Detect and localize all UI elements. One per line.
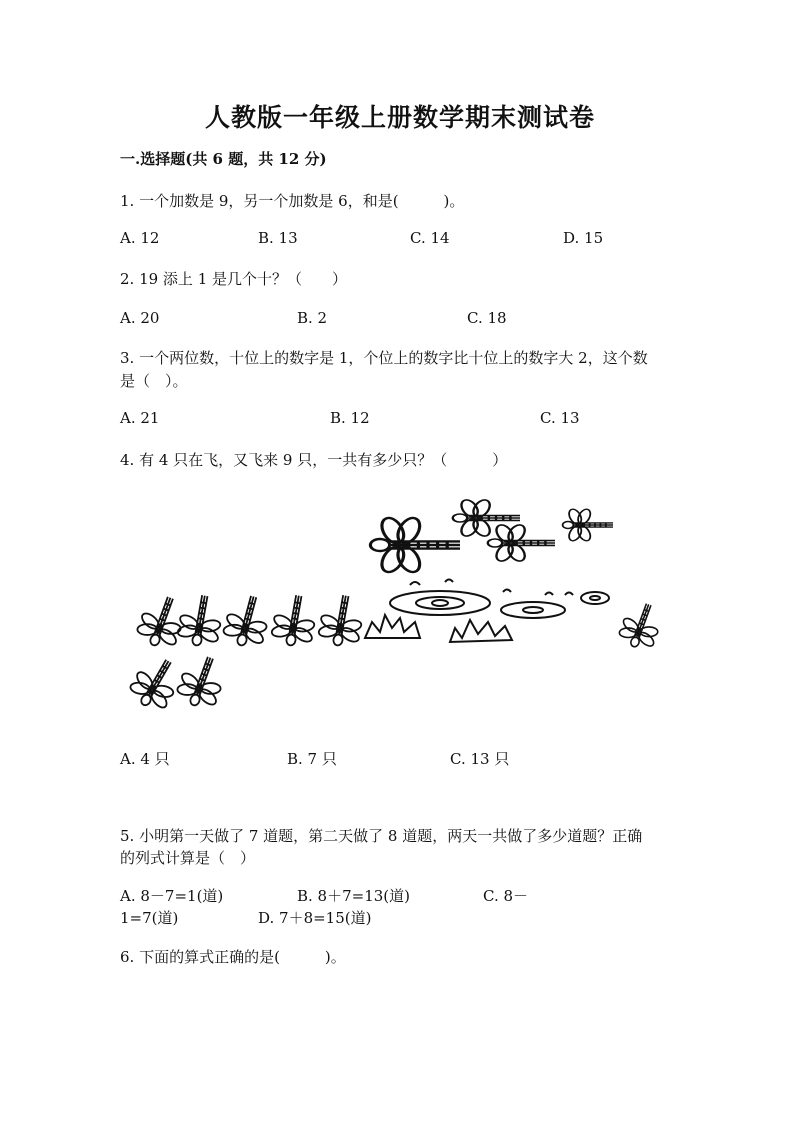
question-4: 4. 有 4 只在飞，又飞来 9 只，一共有多少只？（ ）: [120, 451, 508, 469]
pond-3: [565, 592, 609, 604]
grass-1: [365, 615, 420, 638]
flying-dragonfly-1: [370, 516, 460, 575]
q5-option-d: D. 7＋8=15(道): [258, 909, 372, 927]
question-3-line-2: 是（ ）。: [120, 372, 188, 390]
q1-option-b: B. 13: [258, 229, 298, 247]
q1-option-c: C. 14: [410, 229, 450, 247]
q5-option-c-part-1: C. 8－: [483, 887, 529, 905]
q5-option-c-part-2: 1=7(道): [120, 909, 179, 927]
q5-option-b: B. 8＋7=13(道): [297, 887, 411, 905]
page-title: 人教版一年级上册数学期末测试卷: [204, 103, 595, 132]
q3-option-a: A. 21: [120, 409, 160, 427]
q5-option-a: A. 8－7=1(道): [120, 887, 224, 905]
q4-option-b: B. 7 只: [287, 750, 337, 768]
q2-option-c: C. 18: [467, 309, 507, 327]
q4-option-c: C. 13 只: [450, 750, 510, 768]
q1-option-d: D. 15: [563, 229, 604, 247]
question-2: 2. 19 添上 1 是几个十？（ ）: [120, 270, 348, 288]
question-1: 1. 一个加数是 9，另一个加数是 6，和是( )。: [120, 192, 465, 210]
flying-dragonfly-3: [488, 523, 555, 562]
question-5-line-2: 的列式计算是（ ）: [120, 849, 256, 867]
q2-option-b: B. 2: [297, 309, 328, 327]
question-6: 6. 下面的算式正确的是( )。: [120, 948, 346, 966]
pond-1: [390, 580, 490, 616]
question-5-line-1: 5. 小明第一天做了 7 道题，第二天做了 8 道题，两天一共做了多少道题？正确: [120, 827, 643, 845]
question-3-line-1: 3. 一个两位数，十位上的数字是 1，个位上的数字比十位上的数字大 2，这个数: [120, 349, 648, 367]
q3-option-c: C. 13: [540, 409, 580, 427]
grass-2: [450, 620, 512, 642]
pond-2: [501, 590, 565, 619]
q2-option-a: A. 20: [120, 309, 160, 327]
section-heading: 一.选择题(共 6 题，共 12 分): [120, 150, 327, 168]
q3-option-b: B. 12: [330, 409, 370, 427]
flying-dragonfly-4: [563, 508, 613, 542]
q4-option-a: A. 4 只: [120, 750, 170, 768]
q1-option-a: A. 12: [120, 229, 160, 247]
